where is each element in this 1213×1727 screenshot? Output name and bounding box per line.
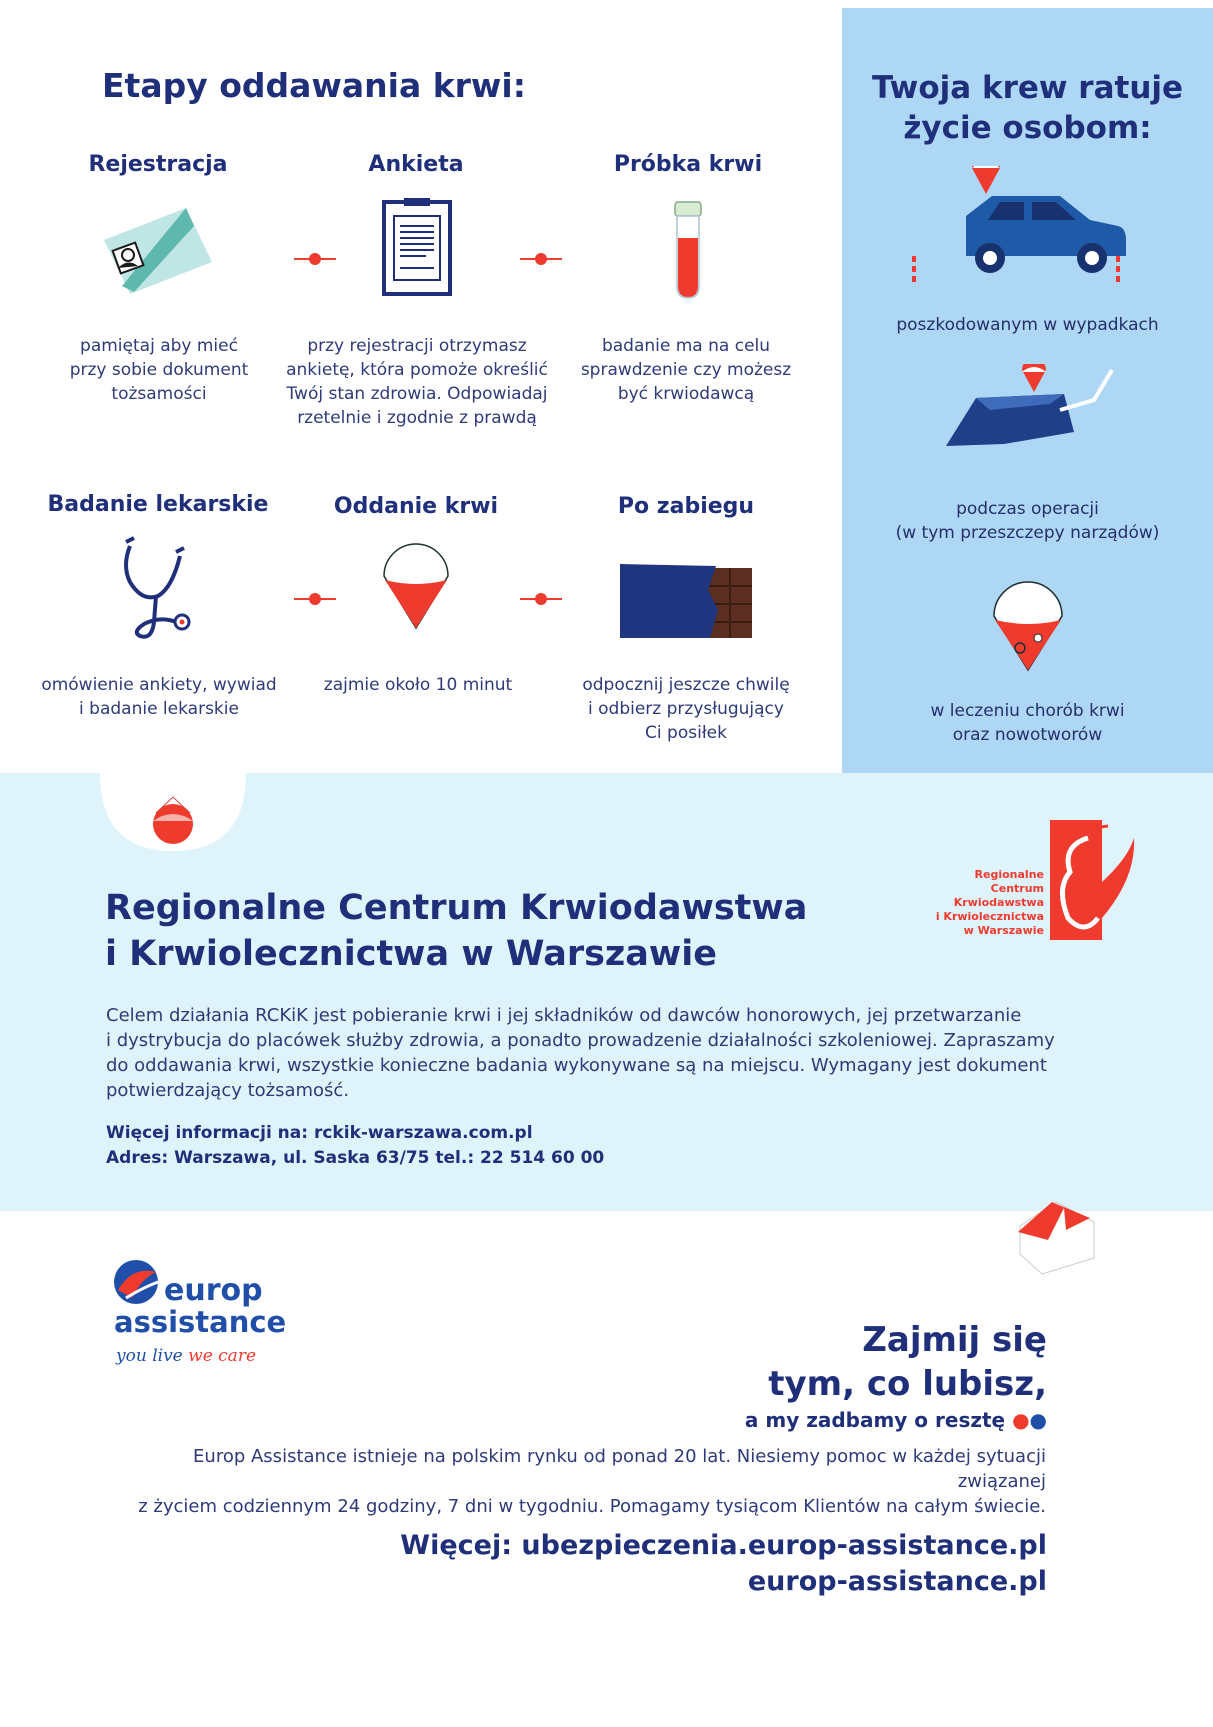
steps-heading: Etapy oddawania krwi: (102, 66, 526, 105)
step-connector (520, 598, 562, 600)
blood-cells-drop-icon (990, 578, 1066, 674)
slogan-dots-icon: ● (1012, 1408, 1030, 1432)
step-title-registration: Rejestracja (88, 152, 228, 177)
step-connector (520, 258, 562, 260)
step-connector (294, 258, 336, 260)
id-card-icon (98, 200, 218, 300)
europ-links (400, 1528, 1047, 1600)
right-panel-title: Twoja krew ratuje życie osobom: (871, 70, 1184, 146)
step-title-donation: Oddanie krwi (333, 494, 499, 519)
europ-tagline: you live we care (116, 1346, 256, 1366)
step-title-blood-sample: Próbka krwi (613, 152, 763, 177)
rckik-description: Celem działania RCKiK jest pobieranie krwi i jej składników od dawców honorowych, jej przetwarzanie i dystrybucja do placówek służby zdrowia, a ponadto prowadzenie działalności szkoleniowej. Zapraszamy do oddawania krwi, wszystkie konieczne badania wykonywane są na miejscu. Wymagany jest dokument potwierdzający tożsamość. (106, 1005, 1055, 1101)
step-desc-medical-exam: omówienie ankiety, wywiad i badanie lekarskie (41, 675, 277, 719)
right-item-accidents: poszkodowanym w wypadkach (896, 315, 1159, 335)
right-item-cancer: w leczeniu chorób krwi oraz nowotworów (930, 701, 1125, 745)
chocolate-bar-icon (618, 560, 756, 642)
europ-link-insurance[interactable]: Więcej: ubezpieczenia.europ-assistance.pl (400, 1530, 1047, 1561)
step-title-survey: Ankieta (368, 152, 464, 177)
car-accident-icon (900, 166, 1132, 290)
rckik-contact (106, 1121, 604, 1171)
step-desc-registration: pamiętaj aby mieć przy sobie dokument tożsamości (69, 336, 249, 404)
rckik-logo-text: Regionalne Centrum Krwiodawstwa i Krwiolecznictwa w Warszawie (935, 868, 1044, 937)
right-item-operations: podczas operacji (w tym przeszczepy narządów) (895, 499, 1160, 543)
house-icon (990, 1196, 1126, 1278)
operating-table-icon (944, 364, 1114, 456)
decorative-drop-tab (100, 773, 246, 853)
blood-drop-icon (380, 540, 452, 632)
test-tube-icon (670, 200, 706, 302)
step-title-medical-exam: Badanie lekarskie (47, 492, 269, 517)
europ-logo-line1: europ (164, 1273, 263, 1308)
step-desc-after: odpocznij jeszcze chwilę i odbierz przysługujący Ci posiłek (582, 675, 790, 743)
stethoscope-icon (120, 536, 200, 648)
step-connector (294, 598, 336, 600)
rckik-website-link[interactable]: Więcej informacji na: rckik-warszawa.com.pl (106, 1123, 533, 1143)
step-desc-blood-sample: badanie ma na celu sprawdzenie czy możesz być krwiodawcą (580, 336, 792, 404)
rckik-address: Adres: Warszawa, ul. Saska 63/75 tel.: 22 514 60 00 (106, 1148, 605, 1168)
europ-link-main[interactable]: europ-assistance.pl (747, 1566, 1047, 1597)
europ-slogan: Zajmij się tym, co lubisz, a my zadbamy o resztę ●● (744, 1320, 1047, 1432)
step-title-after: Po zabiegu (617, 494, 755, 519)
rckik-logo (1048, 818, 1138, 944)
step-desc-donation: zajmie około 10 minut (323, 675, 513, 695)
rckik-title: Regionalne Centrum Krwiodawstwa i Krwiolecznictwa w Warszawie (105, 888, 808, 974)
europ-logo-line2: assistance (114, 1305, 287, 1339)
europ-description: Europ Assistance istnieje na polskim rynku od ponad 20 lat. Niesiemy pomoc w każdej sytuacji związanej z życiem codziennym 24 godziny, 7 dni w tygodniu. Pomagamy tysiącom Klientów na całym świecie. (138, 1446, 1046, 1517)
clipboard-icon (380, 196, 454, 300)
europ-assistance-logo-icon (112, 1258, 162, 1306)
step-desc-survey: przy rejestracji otrzymasz ankietę, która pomoże określić Twój stan zdrowia. Odpowiadaj rzetelnie i zgodnie z prawdą (286, 336, 548, 428)
